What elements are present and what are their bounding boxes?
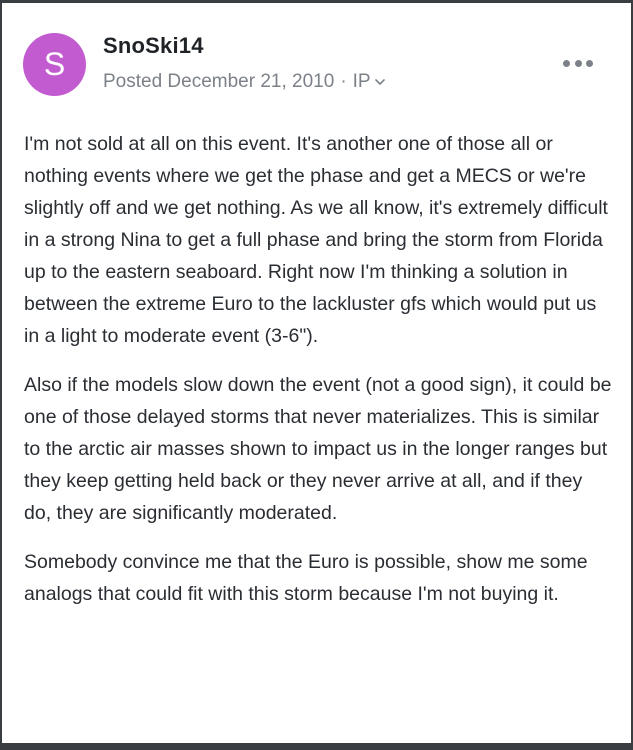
chevron-down-icon [374,76,386,88]
ip-label: IP [352,71,371,92]
post-meta [103,71,386,93]
more-horizontal-icon[interactable] [563,56,593,70]
more-dot [563,60,570,67]
post-body [24,128,614,627]
post-date[interactable]: Posted December 21, 2010 [103,71,335,92]
post-paragraph: Also if the models slow down the event (not a good sign), it could be one of those delayed storms that never materializes. This is similar to the arctic air masses shown to impact us in the longer ranges but they keep getting held back or they never arrive at all, and if they do, they are significantly moderated. [24,374,612,524]
post-paragraph: Somebody convince me that the Euro is possible, show me some analogs that could fit with this storm because I'm not buying it. [24,551,588,605]
window-bottom-edge [0,743,633,750]
ip-dropdown[interactable] [353,71,386,93]
author-name[interactable]: SnoSki14 [103,33,204,58]
meta-separator: · [340,71,347,92]
more-dot [575,60,582,67]
avatar[interactable]: S [23,33,86,96]
post-paragraph: I'm not sold at all on this event. It's another one of those all or nothing events where we get the phase and get a MECS or we're slightly off and we get nothing. As we all know, it's extremely difficult in a strong Nina to get a full phase and bring the storm from Florida up to the eastern seaboard. Right now I'm thinking a solution in between the extreme Euro to the lackluster gfs which would put us in a light to moderate event (3-6"). [24,133,608,347]
more-dot [586,60,593,67]
